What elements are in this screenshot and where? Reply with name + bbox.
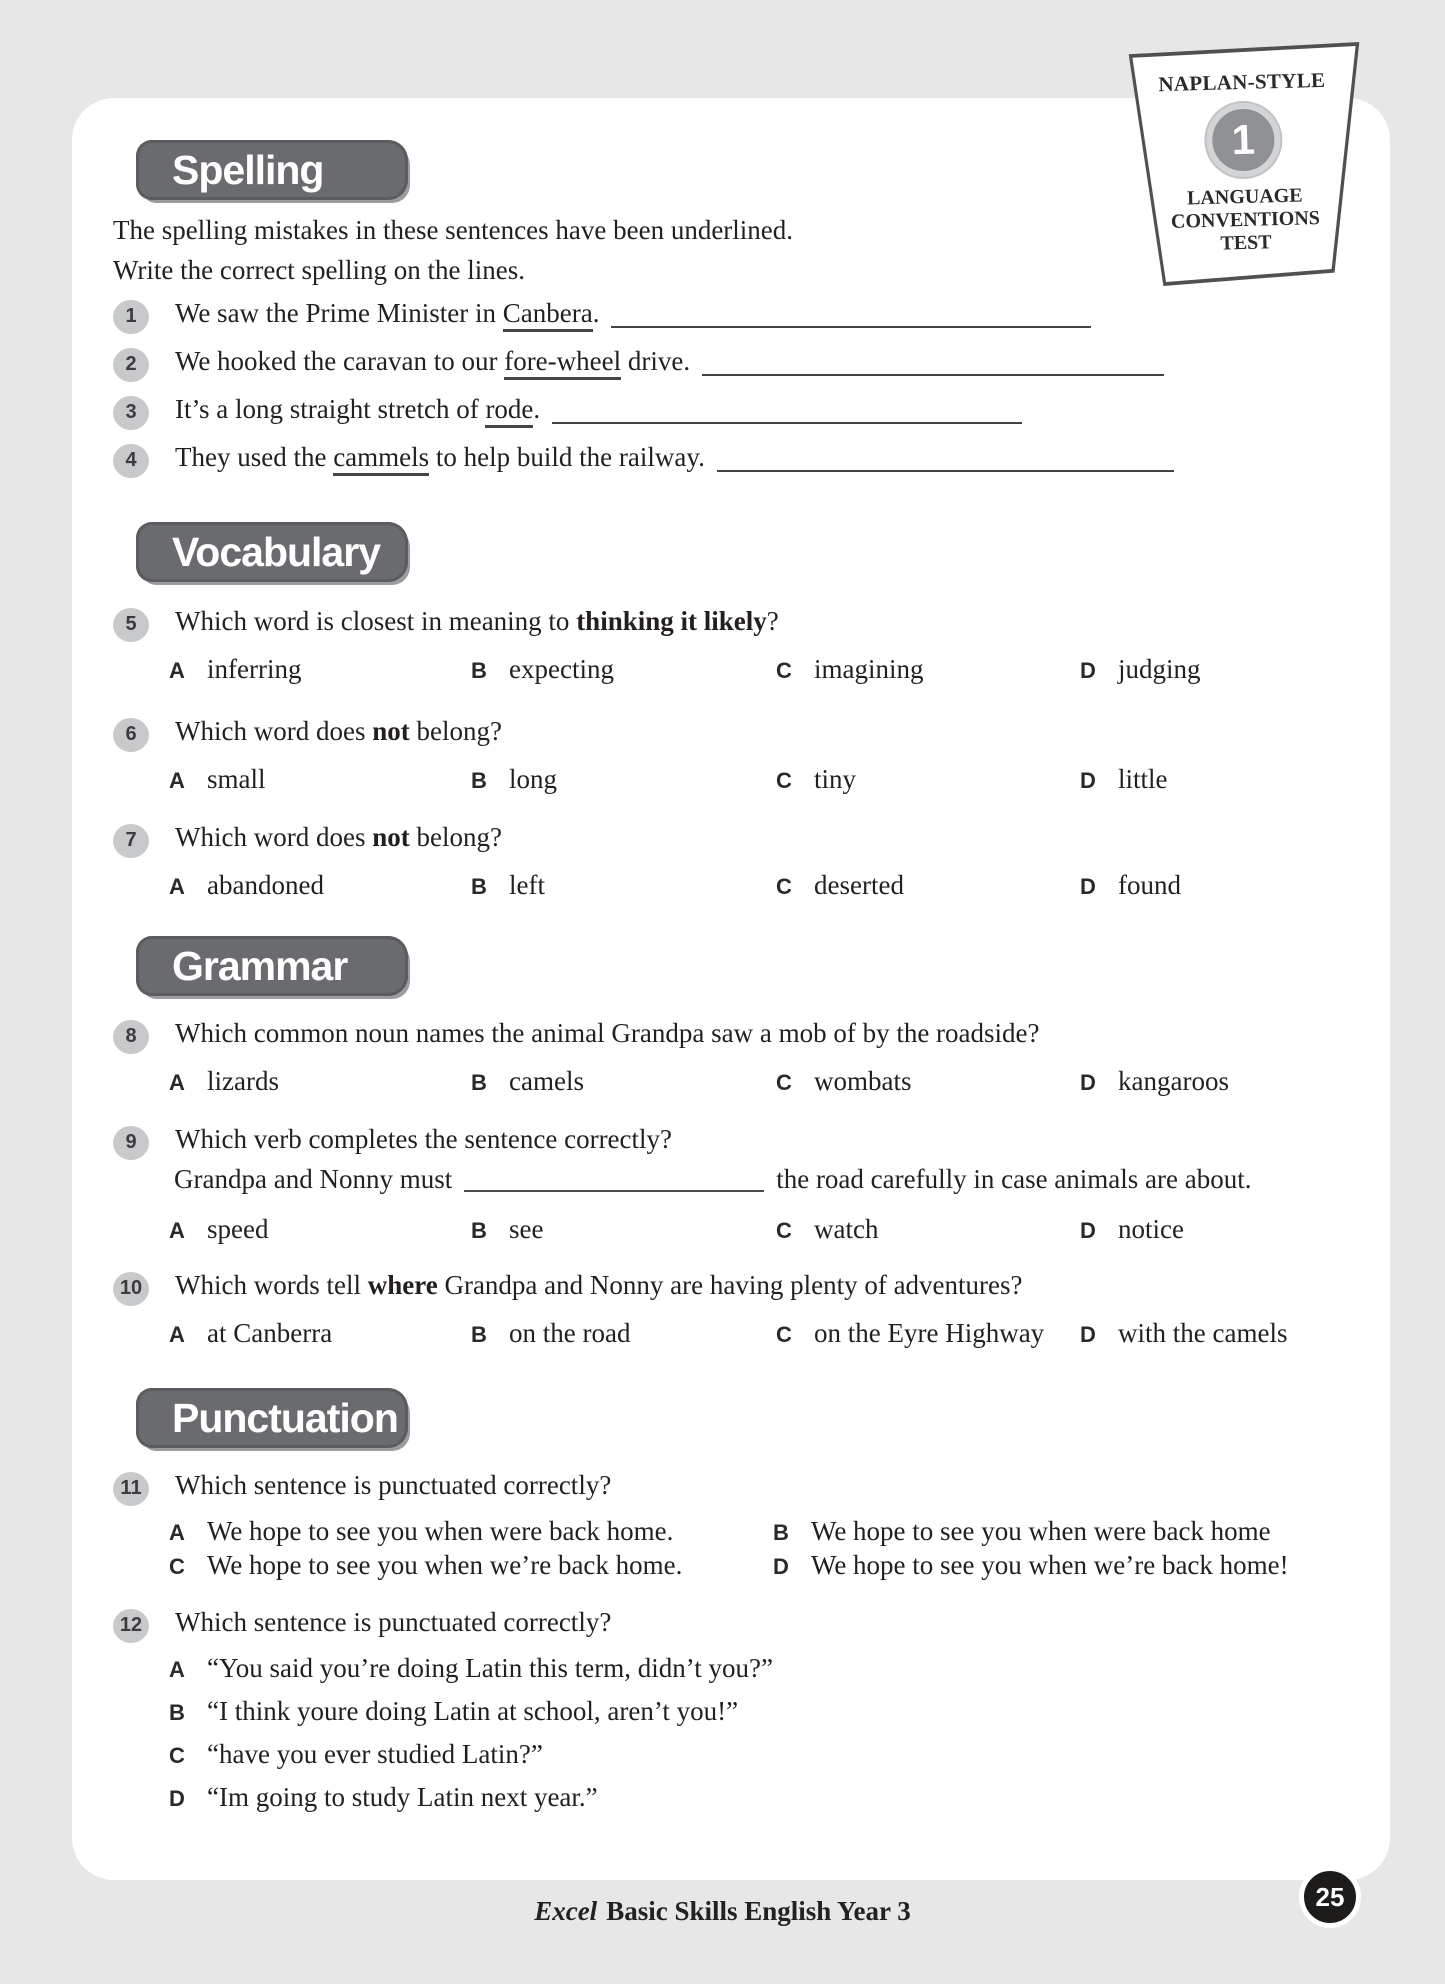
option-b: [169, 1696, 1350, 1739]
option-text: watch: [814, 1214, 879, 1244]
option-text: found: [1118, 870, 1181, 900]
question-9: [113, 1124, 1350, 1164]
option-d: [1080, 1066, 1350, 1097]
option-letter: A: [169, 874, 185, 899]
option-letter: D: [773, 1554, 789, 1579]
footer-series-title: [0, 1896, 1445, 1927]
test-number-circle: [1205, 102, 1281, 178]
question-number-badge: 8: [113, 1020, 149, 1054]
option-text: small: [207, 764, 266, 794]
footer-series-rest: Basic Skills English Year 3: [606, 1896, 911, 1926]
question-number-badge: 12: [113, 1609, 149, 1643]
option-text: inferring: [207, 654, 302, 684]
spelling-item: [113, 298, 1350, 338]
option-a: [169, 1318, 471, 1349]
option-letter: A: [169, 1218, 185, 1243]
question-text: Which word does not belong?: [175, 822, 502, 852]
option-letter: A: [169, 1070, 185, 1095]
option-letter: D: [1080, 1218, 1096, 1243]
option-b: [471, 1318, 776, 1349]
spelling-sentence: We hooked the caravan to our fore-wheel drive.: [175, 346, 690, 377]
option-text: We hope to see you when we’re back home.: [207, 1550, 683, 1580]
option-text: We hope to see you when were back home: [811, 1516, 1271, 1546]
question-text: Which common noun names the animal Grandpa saw a mob of by the roadside?: [175, 1018, 1040, 1048]
question-9-options: [169, 1214, 1350, 1254]
question-8: [113, 1018, 1350, 1058]
question-8-options: [169, 1066, 1350, 1106]
option-d: [1080, 870, 1350, 901]
option-letter: C: [776, 768, 792, 793]
section-header-spelling: [136, 140, 408, 200]
question-number-badge: 6: [113, 718, 149, 752]
option-text: camels: [509, 1066, 584, 1096]
option-a: [169, 1653, 1350, 1696]
option-a: [169, 870, 471, 901]
option-text: We hope to see you when were back home.: [207, 1516, 674, 1546]
option-c: [776, 1214, 1080, 1245]
option-c: [776, 764, 1080, 795]
section-title: Grammar: [172, 942, 348, 989]
option-text: abandoned: [207, 870, 324, 900]
question-9-sentence: Grandpa and Nonny must the road carefully in case animals are about.: [174, 1164, 1252, 1194]
badge-content: [1117, 39, 1371, 289]
misspelled-word: fore-wheel: [504, 346, 621, 380]
spelling-sentence: They used the cammels to help build the railway.: [175, 442, 705, 473]
option-a: [169, 1214, 471, 1245]
option-c: [169, 1550, 773, 1581]
question-7-options: [169, 870, 1350, 910]
option-c: [776, 1318, 1080, 1349]
option-text: notice: [1118, 1214, 1184, 1244]
option-letter: B: [471, 1322, 487, 1347]
badge-naplan-label: NAPLAN-STYLE: [1158, 67, 1326, 97]
option-letter: B: [773, 1520, 789, 1545]
option-text: “I think youre doing Latin at school, aren’t you!”: [207, 1696, 739, 1726]
question-5-options: [169, 654, 1350, 694]
spelling-sentence: We saw the Prime Minister in Canbera.: [175, 298, 599, 329]
section-title: Punctuation: [172, 1394, 398, 1441]
option-a: [169, 654, 471, 685]
page-card: [72, 98, 1390, 1880]
option-c: [776, 1066, 1080, 1097]
option-letter: B: [471, 1218, 487, 1243]
option-b: [773, 1516, 1350, 1547]
option-letter: D: [1080, 658, 1096, 683]
option-c: [169, 1739, 1350, 1782]
instruction-line: The spelling mistakes in these sentences have been underlined.: [113, 215, 794, 245]
question-number-badge: 10: [113, 1272, 149, 1306]
answer-line: [717, 470, 1174, 472]
option-letter: A: [169, 658, 185, 683]
section-title: Vocabulary: [172, 528, 380, 575]
option-b: [471, 1066, 776, 1097]
option-d: [1080, 654, 1350, 685]
option-text: tiny: [814, 764, 857, 794]
option-letter: C: [776, 658, 792, 683]
option-letter: A: [169, 1322, 185, 1347]
section-header-grammar: [136, 936, 408, 996]
option-text: little: [1118, 764, 1168, 794]
question-text: Which word does not belong?: [175, 716, 502, 746]
option-letter: C: [776, 1070, 792, 1095]
question-number-badge: 11: [113, 1472, 149, 1506]
question-text: Which words tell where Grandpa and Nonny are having plenty of adventures?: [175, 1270, 1023, 1300]
section-header-vocabulary: [136, 522, 408, 582]
option-d: [1080, 764, 1350, 795]
spelling-item: [113, 394, 1350, 434]
misspelled-word: Canbera: [503, 298, 593, 332]
option-text: kangaroos: [1118, 1066, 1229, 1096]
question-text: Which word is closest in meaning to thinking it likely?: [175, 606, 779, 636]
option-letter: B: [471, 658, 487, 683]
option-c: [776, 654, 1080, 685]
question-11: [113, 1470, 1350, 1510]
option-c: [776, 870, 1080, 901]
option-letter: D: [1080, 768, 1096, 793]
option-letter: B: [471, 874, 487, 899]
option-text: judging: [1118, 654, 1201, 684]
spelling-item: [113, 442, 1350, 482]
option-letter: B: [471, 768, 487, 793]
option-text: “You said you’re doing Latin this term, didn’t you?”: [207, 1653, 773, 1683]
question-number-badge: 9: [113, 1126, 149, 1160]
page-number: 25: [1315, 1881, 1345, 1912]
option-letter: A: [169, 1520, 185, 1545]
option-text: “Im going to study Latin next year.”: [207, 1782, 598, 1812]
misspelled-word: cammels: [333, 442, 429, 476]
question-number-badge: 7: [113, 824, 149, 858]
question-text: Which sentence is punctuated correctly?: [175, 1470, 612, 1500]
option-letter: D: [1080, 1070, 1096, 1095]
question-6-options: [169, 764, 1350, 804]
option-a: [169, 1516, 773, 1547]
option-d: [1080, 1318, 1350, 1349]
option-letter: C: [776, 1322, 792, 1347]
question-number-badge: 3: [113, 396, 149, 430]
instruction-line: Write the correct spelling on the lines.: [113, 255, 526, 285]
naplan-badge: [1120, 42, 1368, 286]
option-letter: C: [169, 1554, 185, 1579]
option-text: on the Eyre Highway: [814, 1318, 1045, 1348]
question-11-options: [169, 1516, 1350, 1581]
option-text: lizards: [207, 1066, 279, 1096]
option-letter: C: [169, 1743, 185, 1768]
option-letter: A: [169, 1657, 185, 1682]
question-number-badge: 1: [113, 300, 149, 334]
option-letter: C: [776, 1218, 792, 1243]
question-number-badge: 4: [113, 444, 149, 478]
option-d: [1080, 1214, 1350, 1245]
option-b: [471, 1214, 776, 1245]
question-10-options: [169, 1318, 1350, 1358]
question-5: [113, 606, 1350, 646]
spelling-sentence: It’s a long straight stretch of rode.: [175, 394, 540, 425]
question-text: Which verb completes the sentence correctly?: [175, 1124, 673, 1154]
option-a: [169, 1066, 471, 1097]
test-number: 1: [1231, 115, 1256, 164]
question-number-badge: 5: [113, 608, 149, 642]
option-letter: A: [169, 768, 185, 793]
option-letter: C: [776, 874, 792, 899]
option-text: see: [509, 1214, 544, 1244]
footer-brand: Excel: [534, 1896, 598, 1926]
question-text: Which sentence is punctuated correctly?: [175, 1607, 612, 1637]
option-letter: B: [169, 1700, 185, 1725]
option-b: [471, 764, 776, 795]
answer-blank: [464, 1190, 764, 1192]
option-text: left: [509, 870, 545, 900]
question-7: [113, 822, 1350, 862]
option-text: with the camels: [1118, 1318, 1288, 1348]
option-text: at Canberra: [207, 1318, 333, 1348]
section-title: Spelling: [172, 146, 324, 193]
option-b: [471, 870, 776, 901]
option-letter: B: [471, 1070, 487, 1095]
question-12: [113, 1607, 1350, 1647]
page-number-badge: [1299, 1866, 1361, 1928]
answer-line: [611, 326, 1091, 328]
badge-test-name: LANGUAGE CONVENTIONS TEST: [1170, 184, 1321, 255]
spelling-item: [113, 346, 1350, 386]
answer-line: [702, 374, 1164, 376]
option-text: long: [509, 764, 558, 794]
option-text: speed: [207, 1214, 269, 1244]
option-d: [169, 1782, 1350, 1825]
option-d: [773, 1550, 1350, 1581]
section-header-punctuation: [136, 1388, 408, 1448]
option-text: deserted: [814, 870, 904, 900]
option-text: on the road: [509, 1318, 631, 1348]
option-text: We hope to see you when we’re back home!: [811, 1550, 1289, 1580]
misspelled-word: rode: [485, 394, 533, 428]
question-10: [113, 1270, 1350, 1310]
option-letter: D: [1080, 1322, 1096, 1347]
answer-line: [552, 422, 1022, 424]
spelling-items: [113, 298, 1350, 482]
question-12-options: [169, 1653, 1350, 1825]
question-number-badge: 2: [113, 348, 149, 382]
option-letter: D: [169, 1786, 185, 1811]
question-6: [113, 716, 1350, 756]
option-letter: D: [1080, 874, 1096, 899]
option-text: expecting: [509, 654, 614, 684]
option-a: [169, 764, 471, 795]
option-text: imagining: [814, 654, 924, 684]
option-text: “have you ever studied Latin?”: [207, 1739, 543, 1769]
option-b: [471, 654, 776, 685]
page-content: [72, 98, 1390, 1825]
option-text: wombats: [814, 1066, 912, 1096]
